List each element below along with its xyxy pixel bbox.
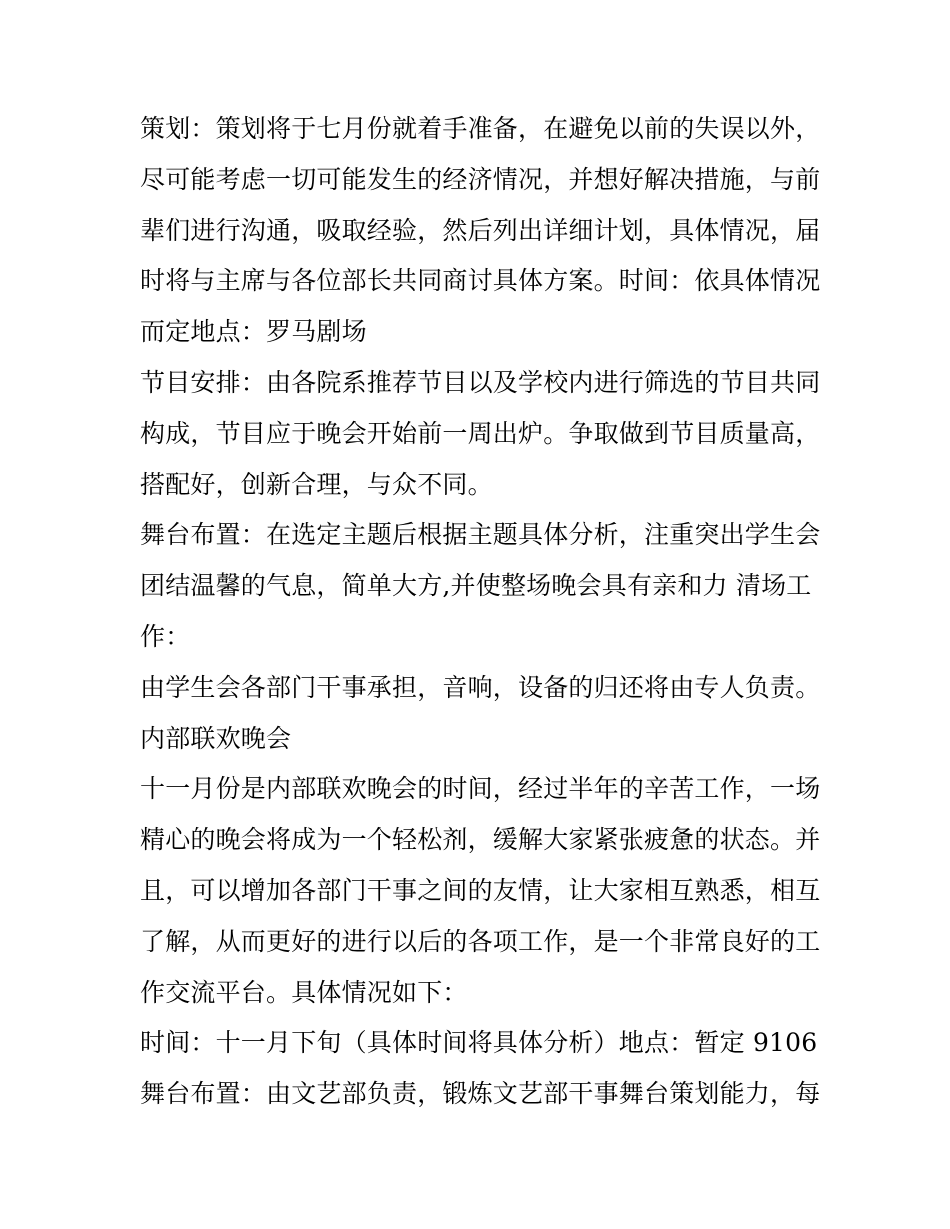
document-body: [140, 104, 820, 1120]
text-line: 构成，节目应于晚会开始前一周出炉。争取做到节目质量高，: [140, 418, 821, 448]
text-line: 尽可能考虑一切可能发生的经济情况，并想好解决措施，与前: [140, 164, 821, 194]
section-heading: 内部联欢晚会: [140, 723, 292, 753]
text-line: 十一月份是内部联欢晚会的时间，经过半年的辛苦工作，一场: [140, 774, 821, 804]
text-line: 了解，从而更好的进行以后的各项工作，是一个非常良好的工: [140, 926, 821, 956]
text-line: 节目安排：由各院系推荐节目以及学校内进行筛选的节目共同: [140, 367, 821, 397]
text-line: 作：: [140, 621, 191, 651]
text-line: 舞台布置：由文艺部负责，锻炼文艺部干事舞台策划能力，每: [140, 1079, 821, 1109]
text-line: 搭配好，创新合理，与众不同。: [140, 469, 493, 499]
text-line: 舞台布置：在选定主题后根据主题具体分析，注重突出学生会: [140, 520, 821, 550]
text-line: 策划：策划将于七月份就着手准备，在避免以前的失误以外，: [140, 114, 821, 143]
text-line: 由学生会各部门干事承担，音响，设备的归还将由专人负责。: [140, 672, 821, 702]
text-line: 团结温馨的气息，简单大方,并使整场晚会具有亲和力 清场工: [140, 571, 812, 601]
text-line: 时间：十一月下旬（具体时间将具体分析）地点：暂定 9106: [140, 1028, 818, 1058]
text-line: 辈们进行沟通，吸取经验，然后列出详细计划，具体情况，届: [140, 215, 821, 245]
text-line: 而定地点：罗马剧场: [140, 317, 367, 347]
text-line: 时将与主席与各位部长共同商讨具体方案。时间：依具体情况: [140, 266, 821, 296]
text-line: 精心的晚会将成为一个轻松剂，缓解大家紧张疲惫的状态。并: [140, 825, 821, 855]
text-line: 且，可以增加各部门干事之间的友情，让大家相互熟悉，相互: [140, 875, 821, 905]
text-line: 作交流平台。具体情况如下：: [140, 977, 468, 1007]
